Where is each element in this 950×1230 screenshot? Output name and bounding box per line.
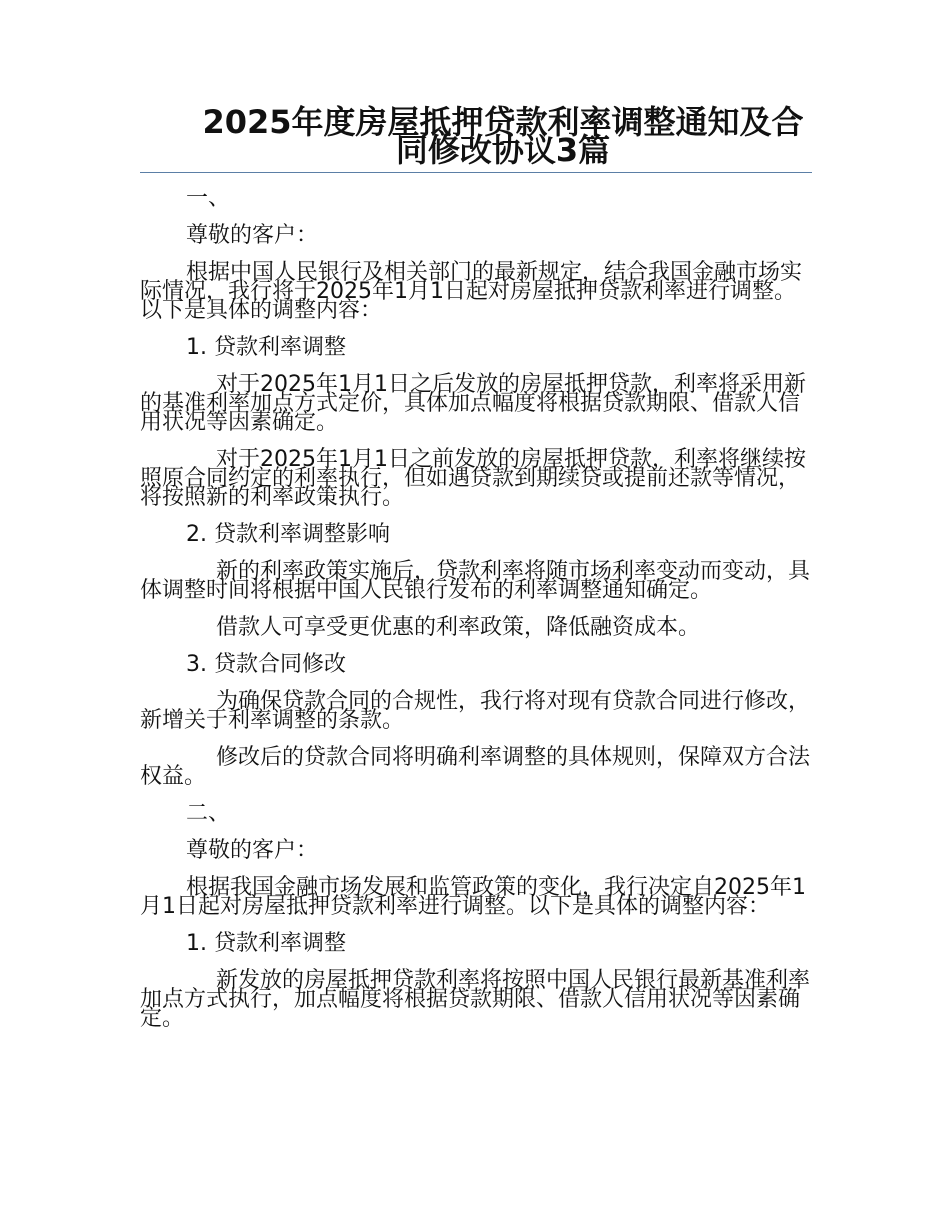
body-paragraph: 新发放的房屋抵押贷款利率将按照中国人民银行最新基准利率加点方式执行，加点幅度将根据贷款期限、借款人信用状况等因素确定。 xyxy=(140,968,811,1031)
body-paragraph: 对于2025年1月1日之后发放的房屋抵押贷款，利率将采用新的基准利率加点方式定价，具体加点幅度将根据贷款期限、借款人信用状况等因素确定。 xyxy=(140,372,806,435)
intro-paragraph: 根据中国人民银行及相关部门的最新规定，结合我国金融市场实际情况，我行将于2025年1月1日起对房屋抵押贷款利率进行调整。以下是具体的调整内容： xyxy=(140,260,803,323)
item-label: 1. 贷款利率调整 xyxy=(186,335,346,360)
intro-paragraph: 根据我国金融市场发展和监管政策的变化，我行决定自2025年1月1日起对房屋抵押贷款利率进行调整。以下是具体的调整内容： xyxy=(140,875,806,919)
salutation: 尊敬的客户： xyxy=(186,223,319,248)
document-title: 2025年度房屋抵押贷款利率调整通知及合同修改协议3篇 xyxy=(202,103,804,169)
section-heading: 二、 xyxy=(186,801,231,826)
document-page xyxy=(140,96,812,1031)
title-divider xyxy=(140,172,812,173)
body-paragraph: 修改后的贷款合同将明确利率调整的具体规则，保障双方合法权益。 xyxy=(140,745,811,789)
item-label: 2. 贷款利率调整影响 xyxy=(186,522,390,547)
item-label: 1. 贷款利率调整 xyxy=(186,931,346,956)
body-paragraph: 借款人可享受更优惠的利率政策，降低融资成本。 xyxy=(216,615,701,640)
salutation: 尊敬的客户： xyxy=(186,838,319,863)
body-paragraph: 新的利率政策实施后，贷款利率将随市场利率变动而变动，具体调整时间将根据中国人民银行发布的利率调整通知确定。 xyxy=(140,559,811,603)
item-label: 3. 贷款合同修改 xyxy=(186,652,346,677)
body-paragraph: 对于2025年1月1日之前发放的房屋抵押贷款，利率将继续按照原合同约定的利率执行，但如遇贷款到期续贷或提前还款等情况，将按照新的利率政策执行。 xyxy=(140,447,806,510)
section-heading: 一、 xyxy=(186,186,231,211)
body-paragraph: 为确保贷款合同的合规性，我行将对现有贷款合同进行修改，新增关于利率调整的条款。 xyxy=(140,689,811,733)
